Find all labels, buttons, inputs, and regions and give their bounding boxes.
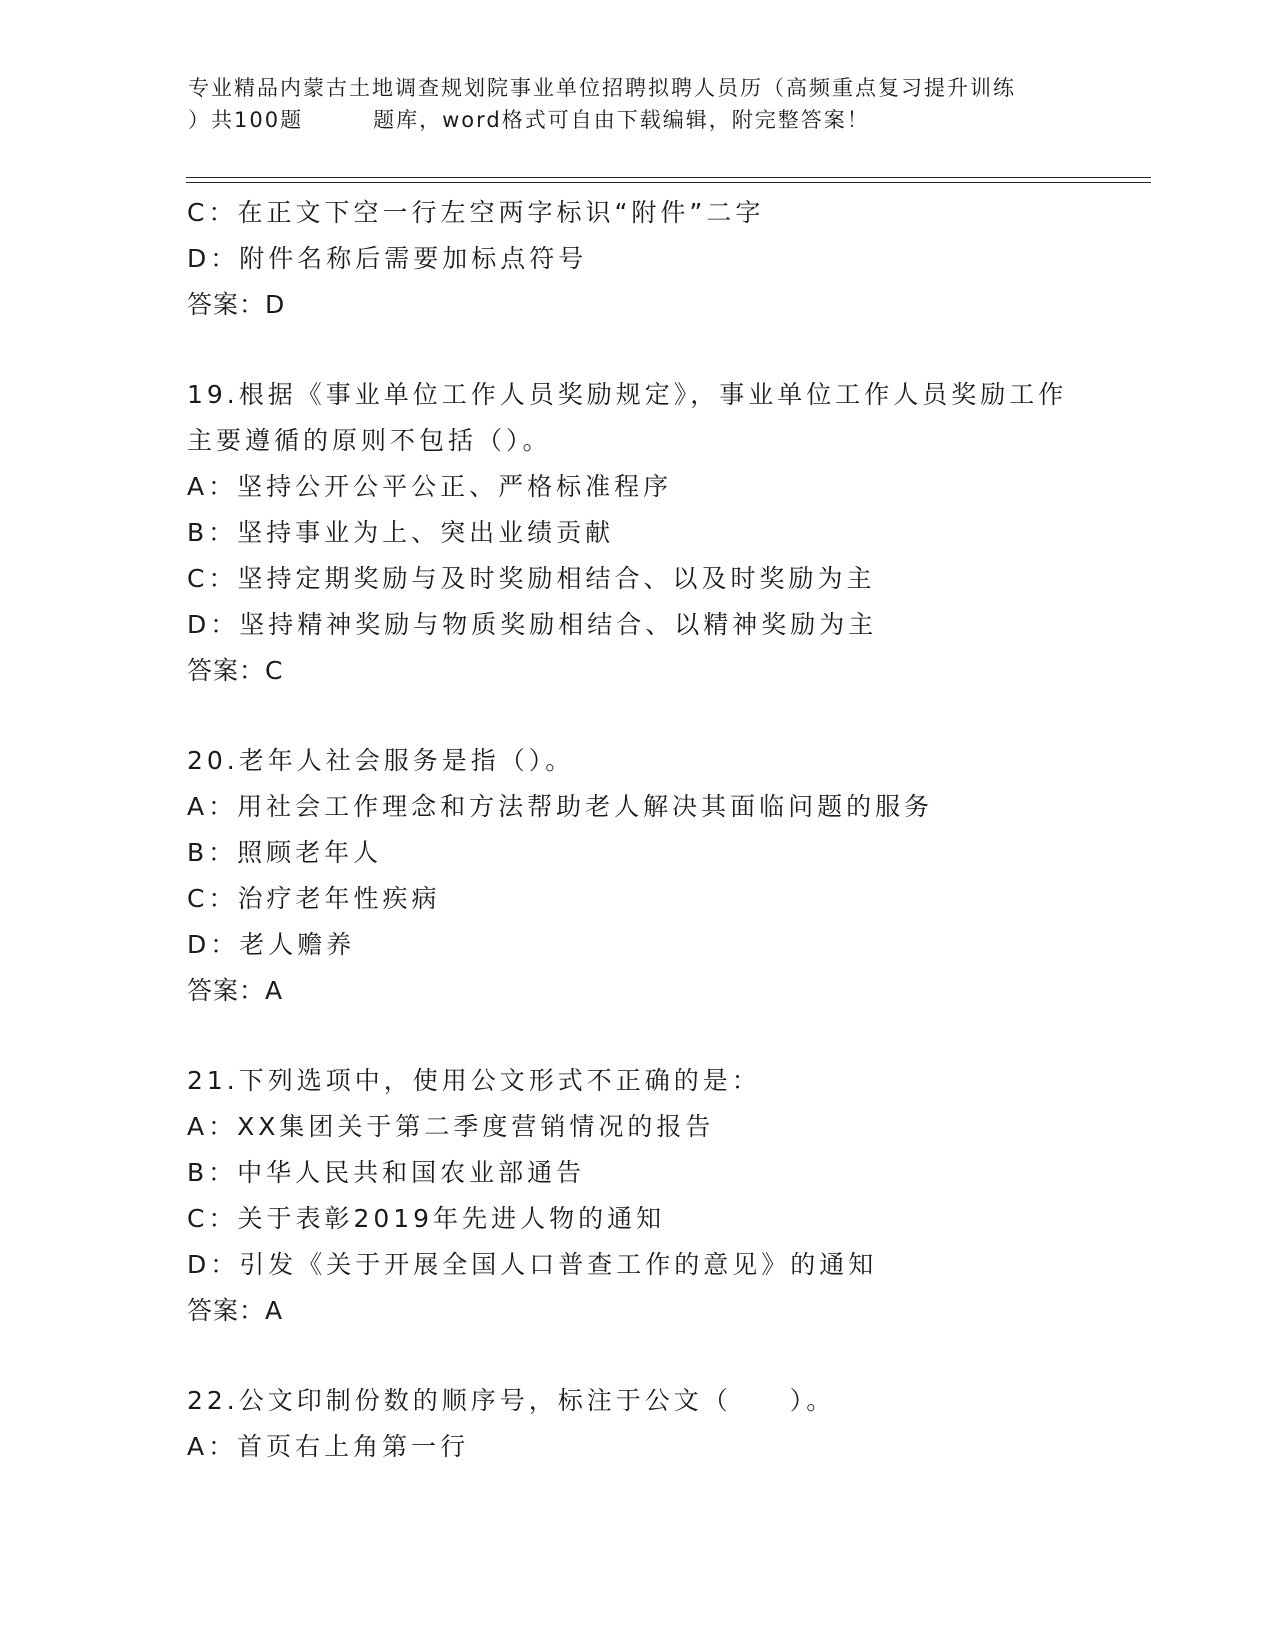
question-22 — [187, 1378, 1147, 1470]
answer-line: 答案：D — [187, 290, 286, 319]
option-line: D：坚持精神奖励与物质奖励相结合、以精神奖励为主 — [187, 610, 878, 639]
option-line: B：中华人民共和国农业部通告 — [187, 1158, 586, 1187]
question-stem: 22.公文印制份数的顺序号，标注于公文（ ）。 — [187, 1386, 836, 1415]
document-body — [187, 190, 1147, 1470]
header-line-2-part-b: 题库，word格式可自由下载编辑，附完整答案！ — [373, 108, 870, 132]
answer-line: 答案：A — [187, 976, 284, 1005]
option-line: C：在正文下空一行左空两字标识“附件”二字 — [187, 198, 765, 227]
option-line: D：附件名称后需要加标点符号 — [187, 244, 588, 273]
header-divider-top — [186, 177, 1151, 178]
header-divider-bottom — [186, 182, 1151, 183]
option-line: A：首页右上角第一行 — [187, 1432, 470, 1461]
question-stem: 20.老年人社会服务是指（）。 — [187, 746, 575, 775]
question-20 — [187, 738, 1147, 1014]
option-line: B：照顾老年人 — [187, 838, 383, 867]
option-line: C：坚持定期奖励与及时奖励相结合、以及时奖励为主 — [187, 564, 876, 593]
question-stem: 19.根据《事业单位工作人员奖励规定》，事业单位工作人员奖励工作 — [187, 380, 1068, 409]
option-line: C：治疗老年性疾病 — [187, 884, 441, 913]
document-header — [188, 72, 1088, 136]
question-stem: 21.下列选项中，使用公文形式不正确的是： — [187, 1066, 761, 1095]
option-line: A：用社会工作理念和方法帮助老人解决其面临问题的服务 — [187, 792, 934, 821]
prev-question-tail — [187, 190, 1147, 328]
question-19 — [187, 372, 1147, 694]
header-line-2 — [188, 104, 1088, 136]
answer-line: 答案：C — [187, 656, 284, 685]
header-line-1: 专业精品内蒙古土地调查规划院事业单位招聘拟聘人员历（高频重点复习提升训练 — [188, 76, 1016, 100]
option-line: B：坚持事业为上、突出业绩贡献 — [187, 518, 615, 547]
option-line: D：老人赡养 — [187, 930, 356, 959]
question-stem: 主要遵循的原则不包括（）。 — [187, 426, 552, 455]
option-line: A：XX集团关于第二季度营销情况的报告 — [187, 1112, 715, 1141]
option-line: A：坚持公开公平公正、严格标准程序 — [187, 472, 673, 501]
answer-line: 答案：A — [187, 1296, 284, 1325]
question-21 — [187, 1058, 1147, 1334]
option-line: D：引发《关于开展全国人口普查工作的意见》的通知 — [187, 1250, 878, 1279]
header-line-2-part-a: ）共100题 — [188, 108, 304, 132]
option-line: C：关于表彰2019年先进人物的通知 — [187, 1204, 666, 1233]
